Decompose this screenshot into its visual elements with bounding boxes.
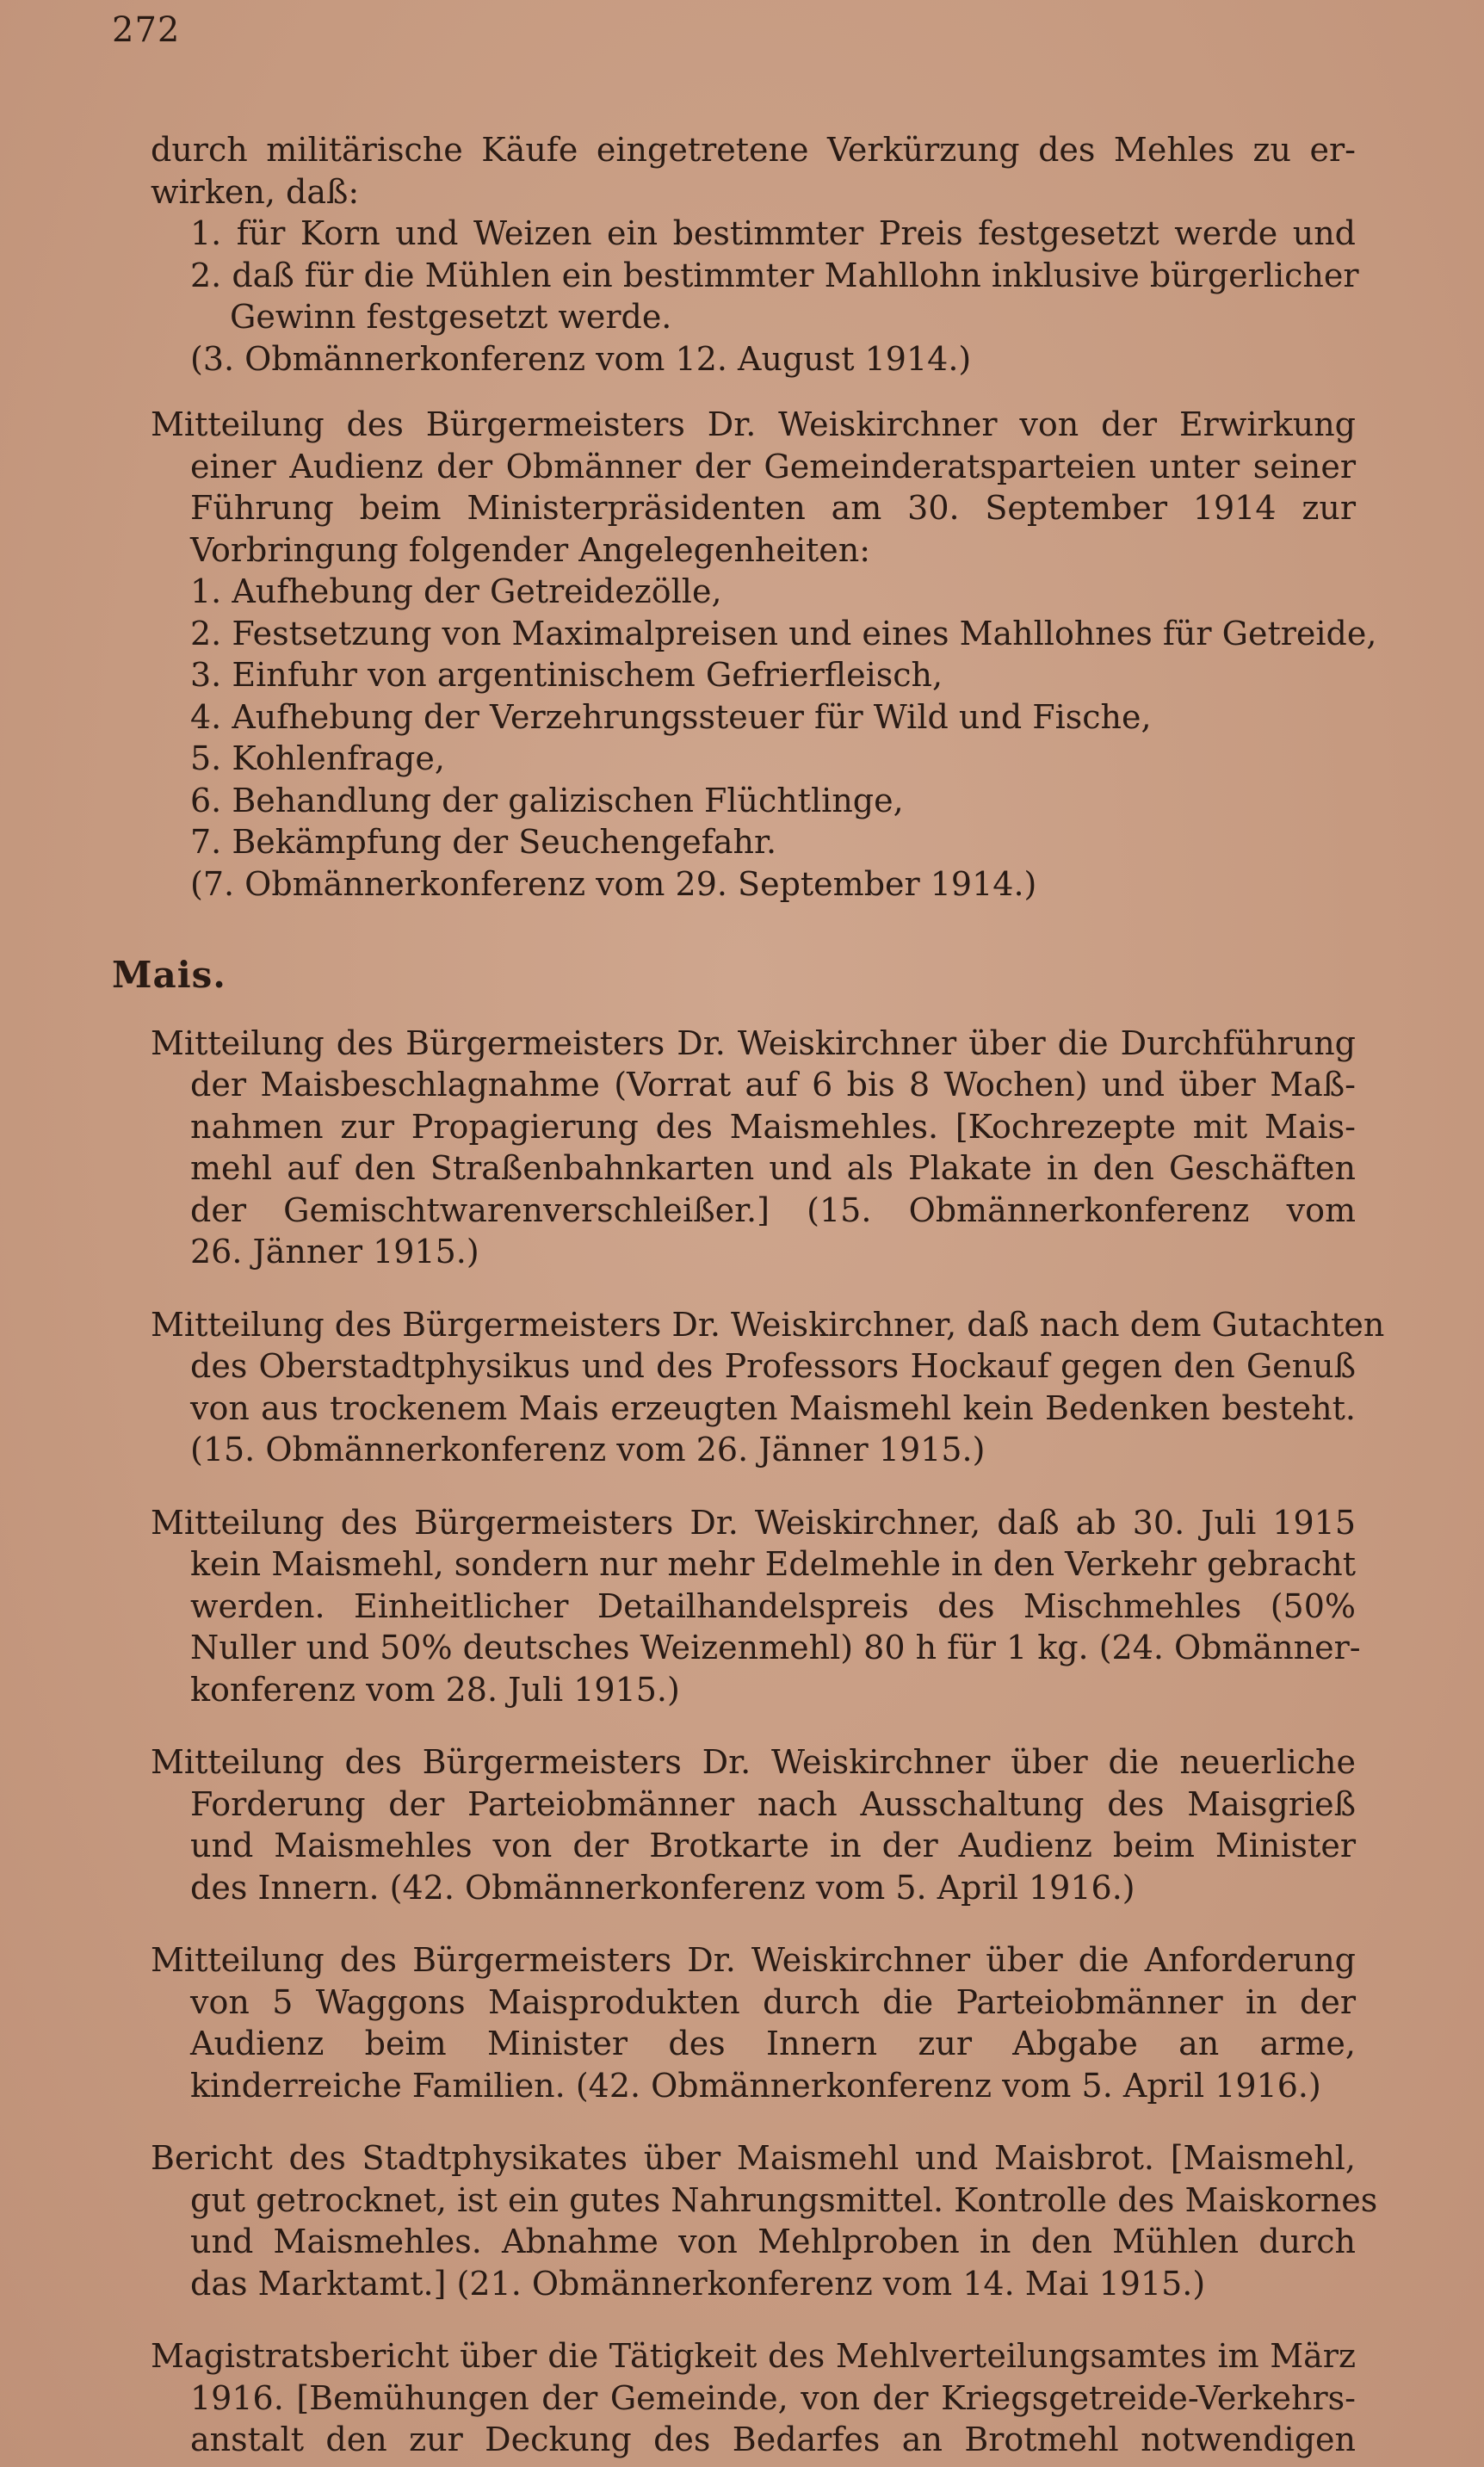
text-line: Gewinn festgesetzt werde. [230,298,672,336]
text-line: von aus trockenem Mais erzeugten Maismehl kein Bedenken besteht. [190,1388,1356,1427]
text-line: Vorbringung folgender Angelegenheiten: [190,530,871,569]
mais-section [151,1023,1385,2461]
mais-entry [151,1023,1356,1273]
text-line: des Oberstadtphysikus und des Professors Hockauf gegen den Genuß [190,1347,1356,1385]
text-line: das Marktamt.] (21. Obmännerkonferenz vom 14. Mai 1915.) [190,2264,1206,2303]
text-line: Nuller und 50% deutsches Weizenmehl) 80 h für 1 kg. (24. Obmänner- [190,1629,1361,1666]
list-item: 1. für Korn und Weizen ein bestimmter Preis festgesetzt werde und [190,214,1356,252]
entry-first-line: Mitteilung des Bürgermeisters Dr. Weiskirchner, daß ab 30. Juli 1915 [151,1503,1356,1542]
mais-entry [151,1502,1361,1711]
section-heading-mais: Mais. [112,954,226,996]
text-line: einer Audienz der Obmänner der Gemeinderatsparteien unter seiner [190,447,1356,485]
conference-reference: (3. Obmännerkonferenz vom 12. August 1914.) [190,339,972,378]
entry-first-line: Mitteilung des Bürgermeisters Dr. Weiskirchner über die Durchführung [151,1023,1356,1062]
entry-first-line: Magistratsbericht über die Tätigkeit des Mehlverteilungsamtes im März [151,2337,1356,2375]
list-item: 3. Einfuhr von argentinischem Gefrierfleisch, [190,656,943,694]
text-line: und Maismehles von der Brotkarte in der Audienz beim Minister [190,1827,1356,1864]
text-line: werden. Einheitlicher Detailhandelspreis des Mischmehles (50% [190,1586,1356,1625]
text-line: wirken, daß: [151,172,360,211]
list-item: 1. Aufhebung der Getreidezölle, [190,572,722,610]
text-line: konferenz vom 28. Juli 1915.) [190,1670,680,1709]
mais-entry [151,1304,1385,1471]
intro-paragraph [151,129,1359,380]
text-line: des Innern. (42. Obmännerkonferenz vom 5. April 1916.) [190,1868,1135,1907]
text-line: anstalt den zur Deckung des Bedarfes an Brotmehl notwendigen [190,2421,1356,2458]
list-item: 2. daß für die Mühlen ein bestimmter Mahllohn inklusive bürgerlicher [190,256,1359,294]
list-item: 2. Festsetzung von Maximalpreisen und eines Mahllohnes für Getreide, [190,614,1377,652]
text-line: der Maisbeschlagnahme (Vorrat auf 6 bis 8 Wochen) und über Maß- [190,1066,1356,1104]
text-line: der Gemischtwarenverschleißer.] (15. Obmännerkonferenz vom [190,1190,1356,1229]
entry-first-line: Bericht des Stadtphysikates über Maismehl und Maisbrot. [Maismehl, [151,2139,1356,2177]
list-item: 6. Behandlung der galizischen Flüchtlinge, [190,781,904,819]
entry-first-line: Mitteilung des Bürgermeisters Dr. Weiskirchner, daß nach dem Gutachten [151,1305,1385,1344]
list-item: 4. Aufhebung der Verzehrungssteuer für Wild und Fische, [190,697,1152,736]
text-line: von 5 Waggons Maisprodukten durch die Parteiobmänner in der [190,1982,1356,2021]
mais-entry [151,1741,1356,1908]
text-line: mehl auf den Straßenbahnkarten und als Plakate in den Geschäften [190,1149,1356,1187]
text-line: und Maismehles. Abnahme von Mehlproben in den Mühlen durch [190,2223,1356,2260]
page-number: 272 [112,10,181,50]
text-line: 26. Jänner 1915.) [190,1233,479,1271]
conference-reference: (7. Obmännerkonferenz vom 29. September 1914.) [190,864,1037,903]
text-line: kein Maismehl, sondern nur mehr Edelmehle in den Verkehr gebracht [190,1545,1356,1583]
mais-entry [151,2137,1378,2304]
text-line: durch militärische Käufe eingetretene Verkürzung des Mehles zu er- [151,131,1356,169]
entry-first-line: Mitteilung des Bürgermeisters Dr. Weiskirchner über die Anforderung [151,1941,1356,1979]
text-line: (15. Obmännerkonferenz vom 26. Jänner 1915.) [190,1431,986,1468]
list-item: 5. Kohlenfrage, [190,739,445,777]
text-line: kinderreiche Familien. (42. Obmännerkonferenz vom 5. April 1916.) [190,2066,1321,2105]
mais-entry [151,1939,1356,2106]
entry-first-line: Mitteilung des Bürgermeisters Dr. Weiskirchner über die neuerliche [151,1743,1356,1781]
page-content [112,129,1385,2461]
list-item: 7. Bekämpfung der Seuchengefahr. [190,823,777,861]
entry-audienz [151,404,1377,905]
mais-entry [151,2335,1356,2461]
text-line: Führung beim Ministerpräsidenten am 30. September 1914 zur [190,489,1356,527]
entry-first-line: Mitteilung des Bürgermeisters Dr. Weiskirchner von der Erwirkung [151,405,1356,443]
text-line: gut getrocknet, ist ein gutes Nahrungsmittel. Kontrolle des Maiskornes [190,2180,1378,2219]
text-line: nahmen zur Propagierung des Maismehles. [Kochrezepte mit Mais- [190,1107,1356,1146]
text-line: Audienz beim Minister des Innern zur Abgabe an arme, [190,2025,1356,2062]
text-line: Forderung der Parteiobmänner nach Ausschaltung des Maisgrieß [190,1784,1356,1823]
text-line: 1916. [Bemühungen der Gemeinde, von der Kriegsgetreide-Verkehrs- [190,2378,1356,2417]
